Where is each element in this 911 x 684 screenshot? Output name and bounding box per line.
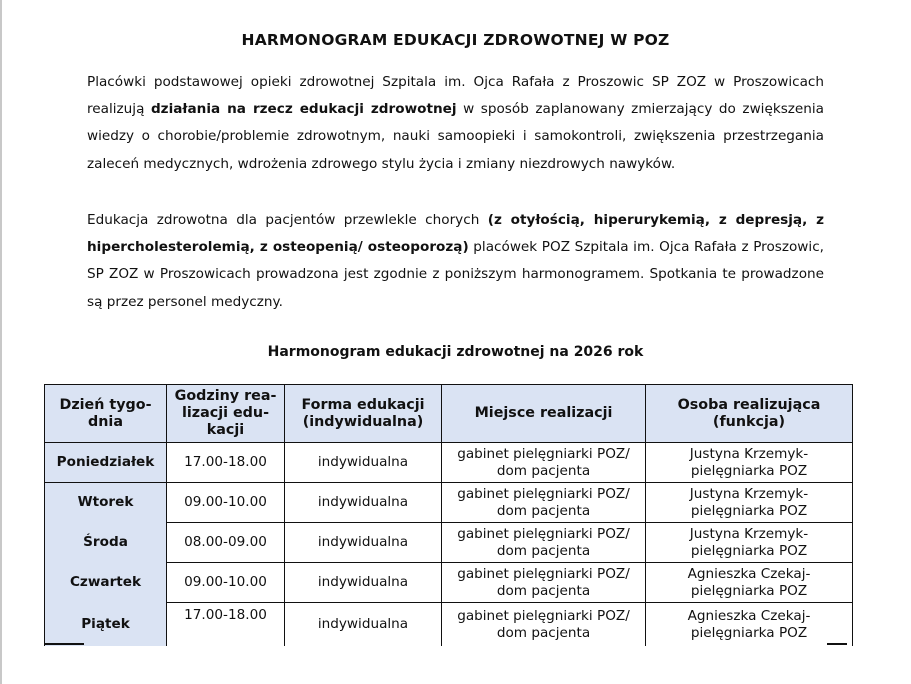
table-row: [45, 443, 853, 483]
intro-text-end: w sposób zaplanowany zmierzający do zwiększenia wiedzy o chorobie/problemie zdrowotnym, nauki samoopieki i samokontroli, zwiększenia przestrzegania zaleceń medycznych, wdrożenia zdrowego stylu życia i zmiany niezdrowych nawyków.: [87, 101, 824, 172]
header-form: Forma edukacji (indywidualna): [285, 385, 442, 443]
cell-form: indywidualna: [285, 563, 442, 603]
table-row: [45, 563, 853, 603]
cell-day: Środa: [45, 523, 167, 563]
cell-person: Justyna Krzemyk- pielęgniarka POZ: [646, 483, 853, 523]
header-person: Osoba realizująca (funkcja): [646, 385, 853, 443]
intro-text-start: Placówki podstawowej opieki zdrowotnej Szpitala im. Ojca Rafała z Proszowic SP ZOZ w Proszowicach realizują: [87, 74, 824, 118]
cell-form: indywidualna: [285, 523, 442, 563]
education-bold-text: (z otyłością, hiperurykemią, z depresją, z hipercholesterolemią, z osteopenią/ osteoporozą): [87, 212, 824, 256]
table-row: [45, 603, 853, 647]
cell-day: Poniedziałek: [45, 443, 167, 483]
cell-day: Wtorek: [45, 483, 167, 523]
cell-person: Agnieszka Czekaj- pielęgniarka POZ: [646, 563, 853, 603]
education-text-end: placówek POZ Szpitala im. Ojca Rafała z Proszowic, SP ZOZ w Proszowicach prowadzona jest zgodnie z poniższym harmonogramem. Spotkania te prowadzone są przez personel medyczny.: [87, 239, 824, 310]
cell-place: gabinet pielęgniarki POZ/ dom pacjenta: [442, 443, 646, 483]
cell-place: gabinet pielęgniarki POZ/ dom pacjenta: [442, 603, 646, 647]
table-header-row: [45, 385, 853, 443]
cell-place: gabinet pielęgniarki POZ/ dom pacjenta: [442, 563, 646, 603]
education-paragraph: [87, 207, 824, 316]
cell-hours: 17.00-18.00: [167, 603, 285, 647]
cell-hours: 09.00-10.00: [167, 483, 285, 523]
page-left-edge: [0, 0, 2, 684]
intro-bold-text: działania na rzecz edukacji zdrowotnej: [150, 101, 457, 118]
cell-hours: 08.00-09.00: [167, 523, 285, 563]
cell-person: Agnieszka Czekaj- pielęgniarka POZ: [646, 603, 853, 647]
cell-form: indywidualna: [285, 603, 442, 647]
table-title: Harmonogram edukacji zdrowotnej na 2026 rok: [267, 344, 644, 360]
table-bottom-border-fragment: [44, 643, 84, 645]
intro-paragraph: [87, 69, 824, 178]
cell-place: gabinet pielęgniarki POZ/ dom pacjenta: [442, 523, 646, 563]
table-row: [45, 523, 853, 563]
header-day: Dzień tygo-dnia: [45, 385, 167, 443]
cell-day: Piątek: [45, 603, 167, 647]
cell-place: gabinet pielęgniarki POZ/ dom pacjenta: [442, 483, 646, 523]
cell-hours: 09.00-10.00: [167, 563, 285, 603]
table-bottom-border-fragment: [827, 643, 847, 645]
education-text-start: Edukacja zdrowotna dla pacjentów przewlekle chorych: [87, 212, 488, 228]
schedule-table: [44, 384, 853, 646]
cell-person: Justyna Krzemyk- pielęgniarka POZ: [646, 443, 853, 483]
header-hours: Godziny rea-lizacji edu-kacji: [167, 385, 285, 443]
table-row: [45, 483, 853, 523]
cell-form: indywidualna: [285, 483, 442, 523]
cell-form: indywidualna: [285, 443, 442, 483]
cell-hours: 17.00-18.00: [167, 443, 285, 483]
cell-person: Justyna Krzemyk- pielęgniarka POZ: [646, 523, 853, 563]
cell-day: Czwartek: [45, 563, 167, 603]
document-title: HARMONOGRAM EDUKACJI ZDROWOTNEJ W POZ: [241, 31, 670, 49]
header-place: Miejsce realizacji: [442, 385, 646, 443]
